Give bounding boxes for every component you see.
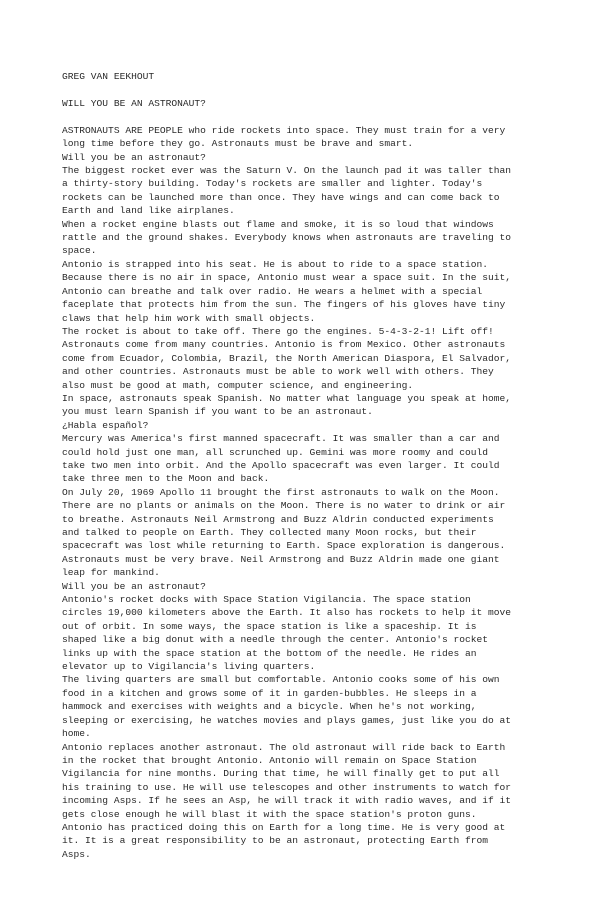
paragraph: The biggest rocket ever was the Saturn V. On the launch pad it was taller than a thirty-story building. Today's rockets are smaller and lighter. Today's rockets can be launched more than once. They have wings and can come back to Earth and land like airplanes. — [62, 165, 512, 217]
paragraph: ASTRONAUTS ARE PEOPLE who ride rockets into space. They must train for a very long time before they go. Astronauts must be brave and smart. — [62, 124, 506, 150]
paragraph: ¿Habla español? — [62, 419, 149, 431]
paragraph: The rocket is about to take off. There go the engines. 5-4-3-2-1! Lift off! Astronauts come from many countries. Antonio is from Mexico. Other astronauts come from Ecuador, Colombia, Brazil, the North American Diaspora, El Salvador, and other countries. Astronauts must be able to work well with others. They also must be good at math, computer science, and engineering. — [62, 325, 512, 391]
document-page — [62, 70, 552, 861]
paragraph: In space, astronauts speak Spanish. No matter what language you speak at home, you must learn Spanish if you want to be an astronaut. — [62, 392, 512, 418]
paragraph: On July 20, 1969 Apollo 11 brought the first astronauts to walk on the Moon. There are no plants or animals on the Moon. There is no water to drink or air to breathe. Astronauts Neil Armstrong and Buzz Aldrin conducted experiments and talked to people on Earth. They collected many Moon rocks, but their spacecraft was lost while returning to Earth. Space exploration is dangerous. Astronauts must be very brave. Neil Armstrong and Buzz Aldrin made one giant leap for mankind. — [62, 486, 506, 579]
document-title: WILL YOU BE AN ASTRONAUT? — [62, 98, 206, 110]
paragraph: Will you be an astronaut? — [62, 151, 206, 163]
paragraph: Antonio's rocket docks with Space Station Vigilancia. The space station circles 19,000 kilometers above the Earth. It also has rockets to help it move out of orbit. In some ways, the space station is like a spaceship. It is shaped like a big donut with a needle through the center. Antonio's rocket links up with the space station at the bottom of the needle. He rides an elevator up to Vigilancia's living quarters. — [62, 594, 512, 673]
paragraph: Antonio is strapped into his seat. He is about to ride to a space station. Because there is no air in space, Antonio must wear a space suit. In the suit, Antonio can breathe and talk over radio. He wears a helmet with a special faceplate that protects him from the sun. The fingers of his gloves have tiny claws that help him work with small objects. — [62, 258, 512, 324]
paragraph: When a rocket engine blasts out flame and smoke, it is so loud that windows rattle and the ground shakes. Everybody knows when astronauts are traveling to space. — [62, 218, 512, 257]
paragraph: Will you be an astronaut? — [62, 580, 206, 592]
paragraph: Antonio replaces another astronaut. The old astronaut will ride back to Earth in the rocket that brought Antonio. Antonio will remain on Space Station Vigilancia for nine months. During that time, he will finally get to put all his training to use. He will use telescopes and other instruments to watch for incoming Asps. If he sees an Asp, he will track it with radio waves, and if it gets close enough he will blast it with the space station's proton guns. Antonio has practiced doing this on Earth for a long time. He is very good at it. It is a great responsibility to be an astronaut, protecting Earth from Asps. — [62, 741, 512, 860]
paragraph: Mercury was America's first manned spacecraft. It was smaller than a car and could hold just one man, all scrunched up. Gemini was more roomy and could take two men into orbit. And the Apollo spacecraft was even larger. It could take three men to the Moon and back. — [62, 433, 500, 485]
paragraph: The living quarters are small but comfortable. Antonio cooks some of his own food in a kitchen and grows some of it in garden-bubbles. He sleeps in a hammock and exercises with weights and a bicycle. When he's not working, sleeping or exercising, he watches movies and plays games, just like you do at home. — [62, 674, 512, 740]
document-body — [62, 124, 552, 861]
author-name: GREG VAN EEKHOUT — [62, 71, 155, 82]
